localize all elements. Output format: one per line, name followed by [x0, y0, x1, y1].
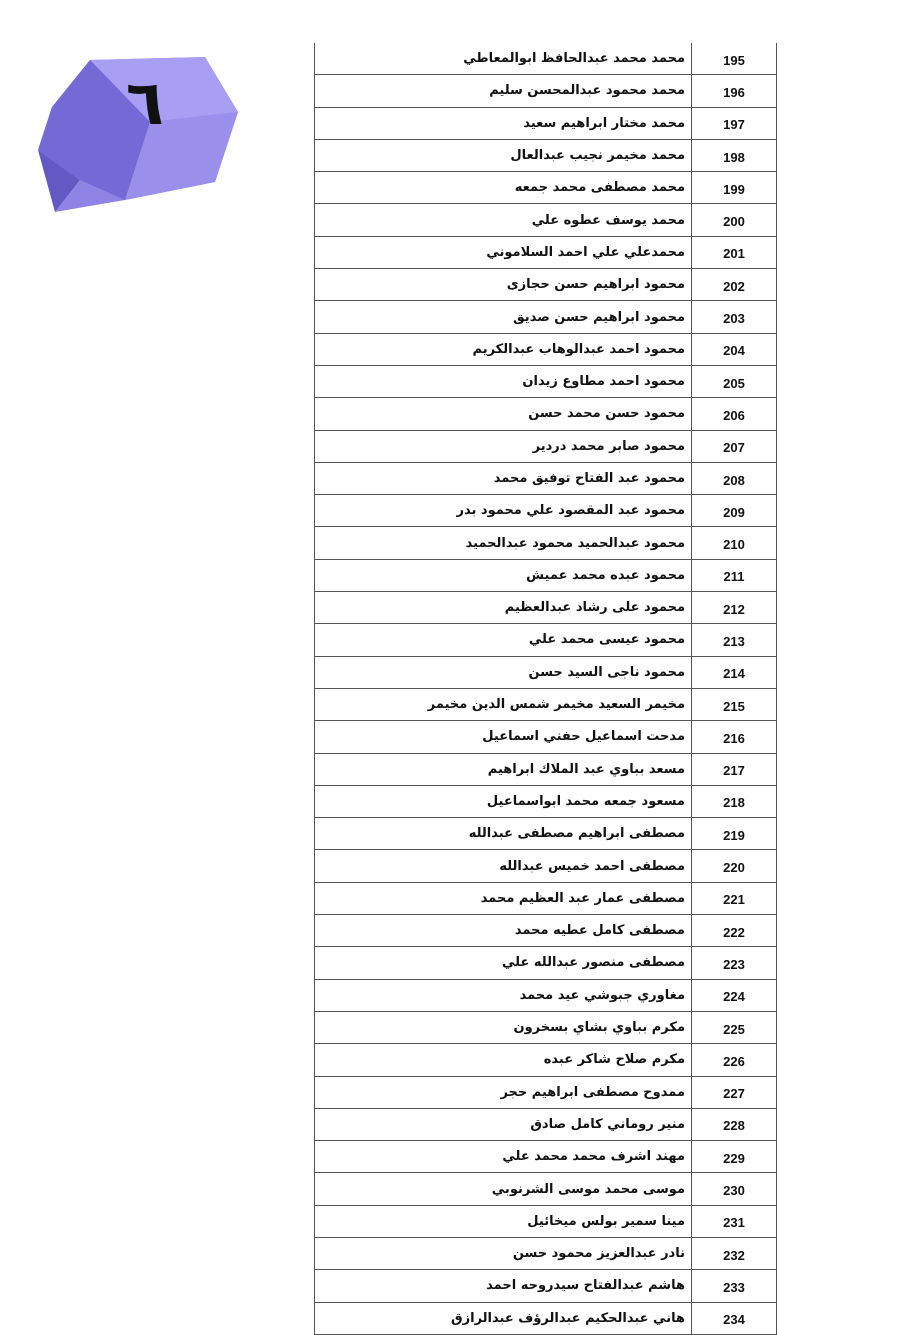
number-cell: 211 — [692, 559, 777, 591]
table-row — [315, 1302, 777, 1334]
number-cell: 197 — [692, 107, 777, 139]
name-cell: مهند اشرف محمد محمد علي — [315, 1141, 692, 1173]
name-cell: محمد محمد عبدالحافظ ابوالمعاطي — [315, 43, 692, 75]
number-cell: 195 — [692, 43, 777, 75]
table-row — [315, 269, 777, 301]
number-cell: 219 — [692, 818, 777, 850]
table-row — [315, 139, 777, 171]
name-cell: نادر عبدالعزيز محمود حسن — [315, 1237, 692, 1269]
table-row — [315, 688, 777, 720]
name-cell: مغاوري جبوشي عيد محمد — [315, 979, 692, 1011]
name-cell: موسى محمد موسى الشرنوبي — [315, 1173, 692, 1205]
name-cell: محمد يوسف عطوه علي — [315, 204, 692, 236]
name-cell: محمود حسن محمد حسن — [315, 398, 692, 430]
table-row — [315, 462, 777, 494]
table-row — [315, 592, 777, 624]
number-cell: 229 — [692, 1141, 777, 1173]
name-cell: مصطفى منصور عبدالله علي — [315, 947, 692, 979]
number-cell: 230 — [692, 1173, 777, 1205]
number-cell: 206 — [692, 398, 777, 430]
table-row — [315, 1270, 777, 1302]
table-row — [315, 365, 777, 397]
name-cell: منير روماني كامل صادق — [315, 1108, 692, 1140]
table-row — [315, 1173, 777, 1205]
name-cell: محمد مخيمر نجيب عبدالعال — [315, 139, 692, 171]
name-cell: مدحت اسماعيل حفني اسماعيل — [315, 721, 692, 753]
number-cell: 232 — [692, 1237, 777, 1269]
name-cell: هاشم عبدالفتاح سيدروحه احمد — [315, 1270, 692, 1302]
table-row — [315, 1141, 777, 1173]
number-cell: 227 — [692, 1076, 777, 1108]
page-number: ٦ — [126, 66, 164, 139]
table-row — [315, 656, 777, 688]
name-cell: محمود احمد مطاوع زيدان — [315, 365, 692, 397]
number-cell: 203 — [692, 301, 777, 333]
table-row — [315, 107, 777, 139]
name-cell: محمود ابراهيم حسن حجازى — [315, 269, 692, 301]
number-cell: 225 — [692, 1011, 777, 1043]
number-cell: 201 — [692, 236, 777, 268]
name-cell: مخيمر السعيد مخيمر شمس الدين مخيمر — [315, 688, 692, 720]
number-cell: 224 — [692, 979, 777, 1011]
name-cell: محمدعلي علي احمد السلاموني — [315, 236, 692, 268]
number-cell: 198 — [692, 139, 777, 171]
name-cell: محمود احمد عبدالوهاب عبدالكريم — [315, 333, 692, 365]
number-cell: 222 — [692, 915, 777, 947]
table-row — [315, 915, 777, 947]
name-cell: مصطفى كامل عطيه محمد — [315, 915, 692, 947]
name-cell: محمود ناجى السيد حسن — [315, 656, 692, 688]
table-row — [315, 1205, 777, 1237]
number-cell: 221 — [692, 882, 777, 914]
number-cell: 228 — [692, 1108, 777, 1140]
name-cell: مسعد بباوي عبد الملاك ابراهيم — [315, 753, 692, 785]
name-cell: محمود على رشاد عبدالعظيم — [315, 592, 692, 624]
table-row — [315, 979, 777, 1011]
name-cell: مصطفى احمد خميس عبدالله — [315, 850, 692, 882]
name-cell: محمود صابر محمد دردير — [315, 430, 692, 462]
number-cell: 205 — [692, 365, 777, 397]
name-cell: محمود عيسى محمد علي — [315, 624, 692, 656]
number-cell: 218 — [692, 785, 777, 817]
table-row — [315, 527, 777, 559]
name-cell: ممدوح مصطفى ابراهيم حجر — [315, 1076, 692, 1108]
number-cell: 210 — [692, 527, 777, 559]
number-cell: 220 — [692, 850, 777, 882]
table-row — [315, 301, 777, 333]
number-cell: 213 — [692, 624, 777, 656]
name-cell: محمود عبده محمد عميش — [315, 559, 692, 591]
table-row — [315, 882, 777, 914]
table-row — [315, 1011, 777, 1043]
number-cell: 223 — [692, 947, 777, 979]
table-row — [315, 559, 777, 591]
name-cell: مينا سمير بولس ميخائيل — [315, 1205, 692, 1237]
table-row — [315, 624, 777, 656]
name-cell: محمود عبدالحميد محمود عبدالحميد — [315, 527, 692, 559]
table-row — [315, 204, 777, 236]
name-cell: هاني عبدالحكيم عبدالرؤف عبدالرازق — [315, 1302, 692, 1334]
number-cell: 199 — [692, 172, 777, 204]
number-cell: 233 — [692, 1270, 777, 1302]
table-row — [315, 721, 777, 753]
table-row — [315, 172, 777, 204]
table-row — [315, 818, 777, 850]
table-row — [315, 495, 777, 527]
number-cell: 196 — [692, 75, 777, 107]
table-row — [315, 75, 777, 107]
name-cell: محمد مصطفى محمد جمعه — [315, 172, 692, 204]
names-table — [314, 43, 777, 1335]
name-cell: مصطفى عمار عبد العظيم محمد — [315, 882, 692, 914]
name-cell: مسعود جمعه محمد ابواسماعيل — [315, 785, 692, 817]
number-cell: 204 — [692, 333, 777, 365]
name-cell: محمد مختار ابراهيم سعيد — [315, 107, 692, 139]
name-cell: مصطفى ابراهيم مصطفى عبدالله — [315, 818, 692, 850]
name-cell: مكرم بباوي بشاي بسخرون — [315, 1011, 692, 1043]
number-cell: 215 — [692, 688, 777, 720]
table-row — [315, 398, 777, 430]
table-row — [315, 947, 777, 979]
number-cell: 234 — [692, 1302, 777, 1334]
name-cell: محمود عبد المقصود علي محمود بدر — [315, 495, 692, 527]
number-cell: 208 — [692, 462, 777, 494]
table-row — [315, 1076, 777, 1108]
number-cell: 226 — [692, 1044, 777, 1076]
number-cell: 202 — [692, 269, 777, 301]
name-cell: محمد محمود عبدالمحسن سليم — [315, 75, 692, 107]
name-cell: محمود عبد الفتاح توفيق محمد — [315, 462, 692, 494]
number-cell: 231 — [692, 1205, 777, 1237]
table-row — [315, 1044, 777, 1076]
name-cell: محمود ابراهيم حسن صديق — [315, 301, 692, 333]
number-cell: 212 — [692, 592, 777, 624]
number-cell: 200 — [692, 204, 777, 236]
table-row — [315, 850, 777, 882]
table-row — [315, 1237, 777, 1269]
number-cell: 207 — [692, 430, 777, 462]
table-row — [315, 43, 777, 75]
number-cell: 217 — [692, 753, 777, 785]
number-cell: 216 — [692, 721, 777, 753]
table-row — [315, 1108, 777, 1140]
table-row — [315, 333, 777, 365]
table-row — [315, 785, 777, 817]
table-row — [315, 236, 777, 268]
number-cell: 214 — [692, 656, 777, 688]
name-cell: مكرم صلاح شاكر عبده — [315, 1044, 692, 1076]
number-cell: 209 — [692, 495, 777, 527]
table-row — [315, 753, 777, 785]
table-row — [315, 430, 777, 462]
page-number-badge — [30, 52, 245, 217]
